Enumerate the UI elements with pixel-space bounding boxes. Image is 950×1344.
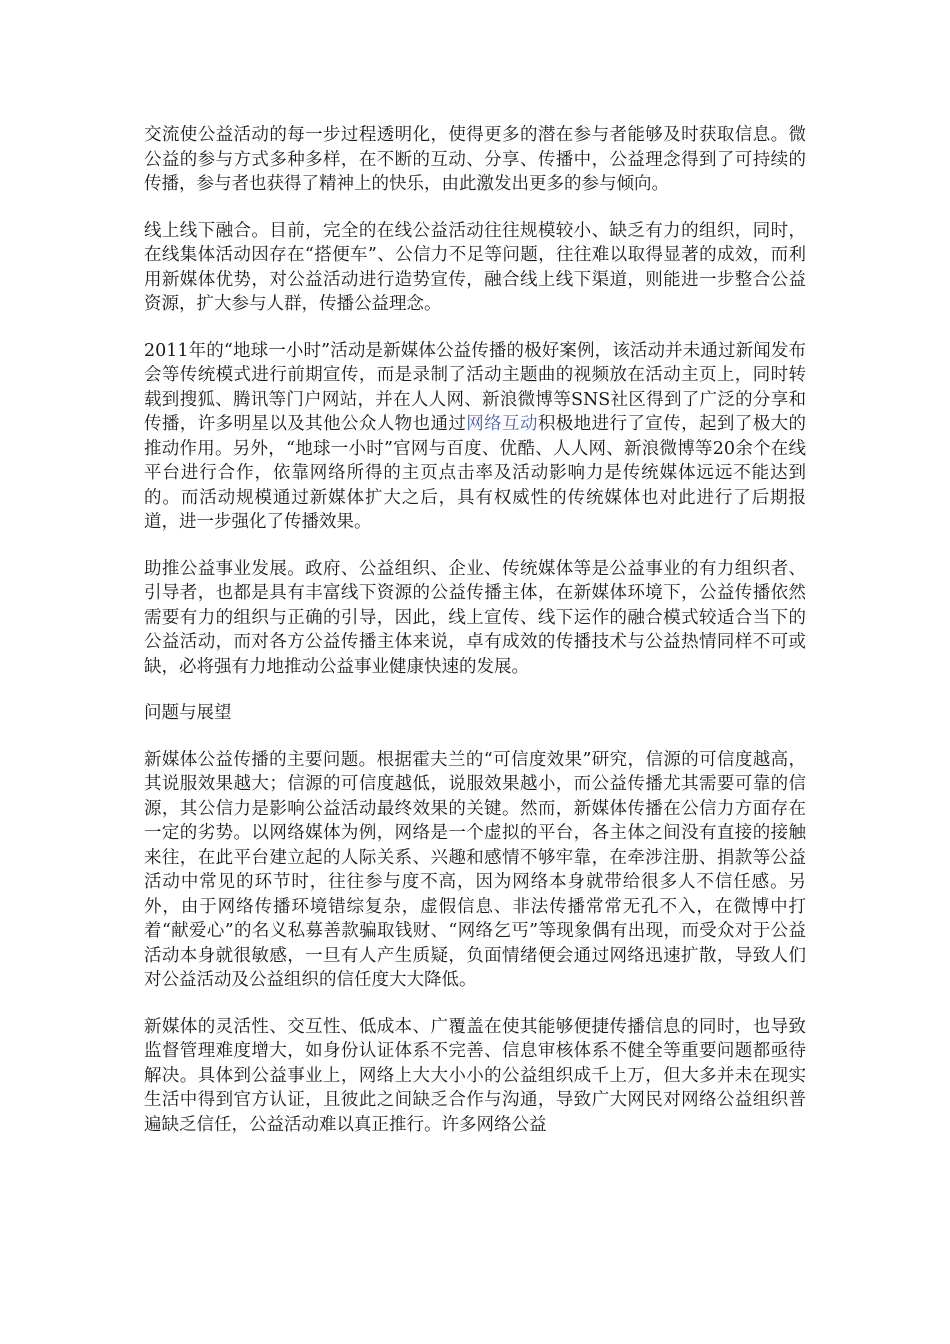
paragraph-regulation: 新媒体的灵活性、交互性、低成本、广覆盖在使其能够便捷传播信息的同时，也导致监督管理难度增大，如身份认证体系不完善、信息审核体系不健全等重要问题都亟待解决。具体到公益事业上，网络上大大小小的公益组织成千上万，但大多并未在现实生活中得到官方认证，且彼此之间缺乏合作与沟通，导致广大网民对网络公益组织普遍缺乏信任，公益活动难以真正推行。许多网络公益	[144, 1016, 806, 1135]
paragraph-transparency: 交流使公益活动的每一步过程透明化，使得更多的潜在参与者能够及时获取信息。微公益的参与方式多种多样，在不断的互动、分享、传播中，公益理念得到了可持续的传播，参与者也获得了精神上的快乐，由此激发出更多的参与倾向。	[144, 125, 806, 194]
earth-hour-text-part1: 2011年的“地球一小时”活动是新媒体公益传播的极好案例，该活动并未通过新闻发布会等传统模式进行前期宣传，而是录制了活动主题曲的视频放在活动主页上，同时转载到搜狐、腾讯等门户网站，并在人人网、新浪微博等SNS社区得到了广泛的分享和传播，许多明星以及其他公众人物也通过	[144, 340, 806, 434]
paragraph-earth-hour	[144, 339, 806, 535]
paragraph-online-offline: 线上线下融合。目前，完全的在线公益活动往往规模较小、缺乏有力的组织，同时，在线集体活动因存在“搭便车”、公信力不足等问题，往往难以取得显著的成效，而利用新媒体优势，对公益活动进行造势宣传，融合线上线下渠道，则能进一步整合公益资源，扩大参与人群，传播公益理念。	[144, 220, 806, 314]
section-heading: 问题与展望	[144, 703, 232, 723]
earth-hour-text-part2: 积极地进行了宣传，起到了极大的推动作用。另外，“地球一小时”官网与百度、优酷、人人网、新浪微博等20余个在线平台进行合作，依靠网络所得的主页点击率及活动影响力是传统媒体远远不能达到的。而活动规模通过新媒体扩大之后，具有权威性的传统媒体也对此进行了后期报道，进一步强化了传播效果。	[144, 414, 807, 532]
network-interaction-link[interactable]: 网络互动	[466, 414, 538, 434]
paragraph-development: 助推公益事业发展。政府、公益组织、企业、传统媒体等是公益事业的有力组织者、引导者，也都是具有丰富线下资源的公益传播主体，在新媒体环境下，公益传播依然需要有力的组织与正确的引导，因此，线上宣传、线下运作的融合模式较适合当下的公益活动，而对各方公益传播主体来说，卓有成效的传播技术与公益热情同样不可或缺，必将强有力地推动公益事业健康快速的发展。	[144, 558, 806, 677]
document-body	[144, 123, 806, 1159]
paragraph-problems: 新媒体公益传播的主要问题。根据霍夫兰的“可信度效果”研究，信源的可信度越高，其说服效果越大；信源的可信度越低，说服效果越小，而公益传播尤其需要可靠的信源，其公信力是影响公益活动最终效果的关键。然而，新媒体传播在公信力方面存在一定的劣势。以网络媒体为例，网络是一个虚拟的平台，各主体之间没有直接的接触来往，在此平台建立起的人际关系、兴趣和感情不够牢靠，在牵涉注册、捐款等公益活动中常见的环节时，往往参与度不高，因为网络本身就带给很多人不信任感。另外，由于网络传播环境错综复杂，虚假信息、非法传播常常无孔不入，在微博中打着“献爱心”的名义私募善款骗取钱财、“网络乞丐”等现象偶有出现，而受众对于公益活动本身就很敏感，一旦有人产生质疑，负面情绪便会通过网络迅速扩散，导致人们对公益活动及公益组织的信任度大大降低。	[144, 749, 806, 990]
